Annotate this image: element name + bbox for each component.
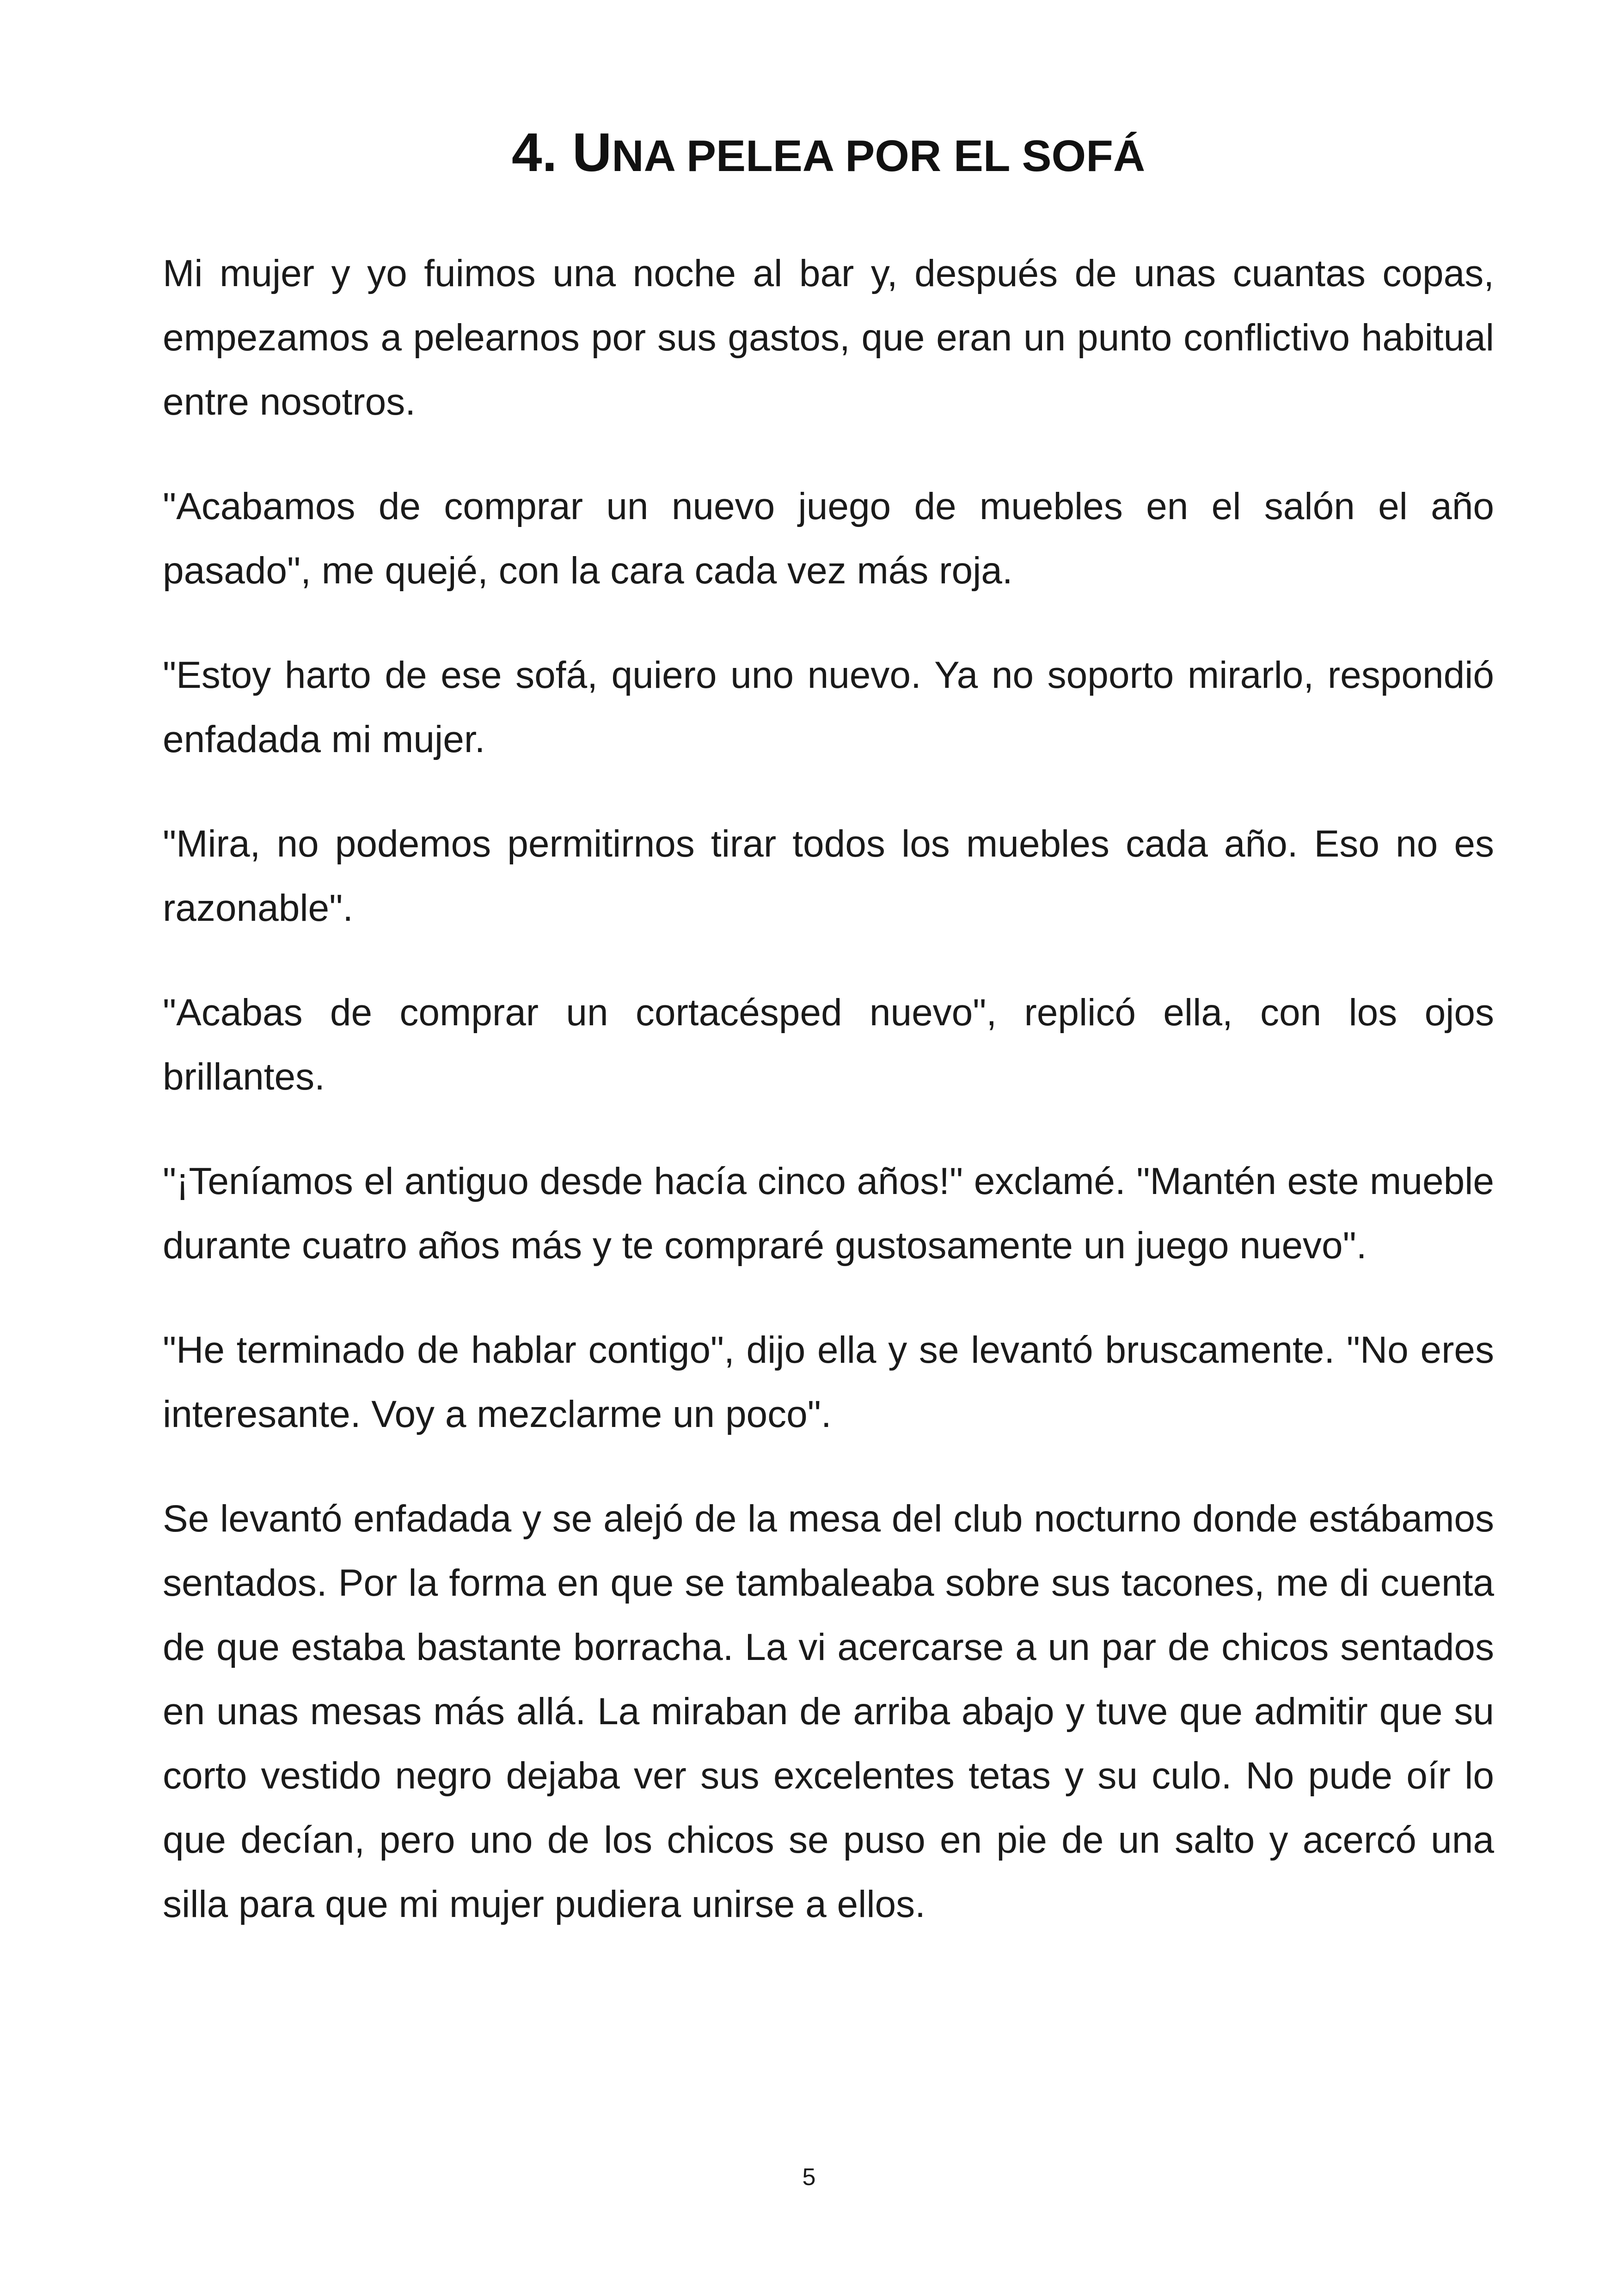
- chapter-body: [163, 241, 1494, 1977]
- chapter-title-rest: NA PELEA POR EL SOFÁ: [612, 131, 1146, 181]
- paragraph: "Acabas de comprar un cortacésped nuevo", replicó ella, con los ojos brillantes.: [163, 992, 1494, 1098]
- paragraph: "Acabamos de comprar un nuevo juego de muebles en el salón el año pasado", me quejé, con la cara cada vez más roja.: [163, 485, 1494, 592]
- paragraph: "Estoy harto de ese sofá, quiero uno nuevo. Ya no soporto mirarlo, respondió enfadada mi mujer.: [163, 654, 1494, 760]
- paragraph: Mi mujer y yo fuimos una noche al bar y, después de unas cuantas copas, empezamos a pelearnos por sus gastos, que eran un punto conflictivo habitual entre nosotros.: [163, 252, 1494, 423]
- chapter-number: 4.: [511, 122, 558, 183]
- paragraph: Se levantó enfadada y se alejó de la mesa del club nocturno donde estábamos sentados. Por la forma en que se tambaleaba sobre sus tacones, me di cuenta de que estaba bastante borracha. La vi acercarse a un par de chicos sentados en unas mesas más allá. La miraban de arriba abajo y tuve que admitir que su corto vestido negro dejaba ver sus excelentes tetas y su culo. No pude oír lo que decían, pero uno de los chicos se puso en pie de un salto y acercó una silla para que mi mujer pudiera unirse a ellos.: [163, 1498, 1494, 1925]
- page-number: 5: [802, 2164, 816, 2191]
- paragraph: "Mira, no podemos permitirnos tirar todos los muebles cada año. Eso no es razonable".: [163, 823, 1494, 929]
- chapter-title-initial: U: [572, 122, 612, 183]
- chapter-title: [163, 116, 1494, 193]
- paragraph: "¡Teníamos el antiguo desde hacía cinco años!" exclamé. "Mantén este mueble durante cuatro años más y te compraré gustosamente un juego nuevo".: [163, 1160, 1494, 1267]
- paragraph: "He terminado de hablar contigo", dijo ella y se levantó bruscamente. "No eres interesante. Voy a mezclarme un poco".: [163, 1329, 1494, 1435]
